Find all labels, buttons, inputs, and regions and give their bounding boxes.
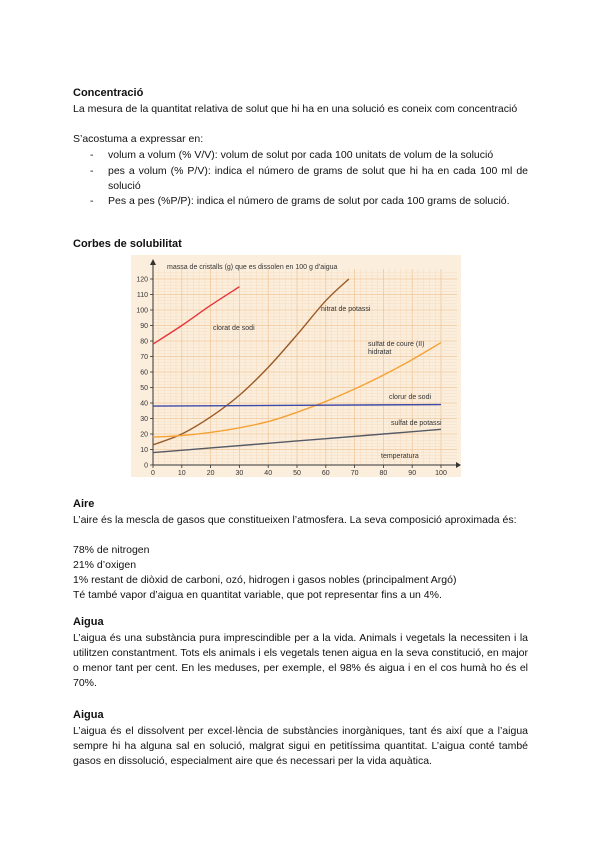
label-clorat-de-sodi: clorat de sodi [213,325,255,332]
y-tick-label: 0 [144,462,148,470]
corbes-heading: Corbes de solubilitat [73,238,182,250]
label-sulfat-de-potassi: sulfat de potassi [391,420,442,427]
y-tick-label: 20 [140,431,148,439]
x-tick-label: 90 [408,470,417,477]
x-tick-label: 30 [235,470,244,477]
label-sulfat-de-coure-wrap [368,341,430,363]
list-dash: - [90,195,94,207]
aire-line: 1% restant de diòxid de carboni, ozó, hidrogen i gasos nobles (principalment Argó) [73,574,457,586]
y-tick-label: 50 [140,385,148,392]
label-nitrat-de-potassi: nitrat de potassi [321,306,371,313]
aigua-heading: Aigua [73,616,104,628]
x-tick-label: 10 [177,470,186,477]
y-tick-label: 30 [140,416,148,423]
list-item-text: Pes a pes (%P/P): indica el número de grams de solut por cada 100 grams de solució. [108,195,510,207]
y-tick-label: 100 [136,307,148,315]
aigua-paragraph: L’aigua és una substància pura imprescindible per a la vida. Animals i vegetals la necessiten i la utilitzen constantment. Tots els animals i els vegetals tenen aigua en la seva constitució, en major o menor tant per cent. En les meduses, per exemple, el 98% és aigua i en el cos humà ho és el 70%. [73,632,528,689]
aire-line: 78% de nitrogen [73,544,150,556]
y-tick-label: 70 [140,354,148,361]
list-dash: - [90,149,94,161]
x-tick-label: 100 [435,470,447,477]
list-item-text: volum a volum (% V/V): volum de solut por cada 100 unitats de volum de la solució [108,149,494,161]
aire-intro: L’aire és la mescla de gasos que constitueixen l’atmosfera. La seva composició aproximada és: [73,514,517,526]
x-tick-label: 0 [151,470,155,477]
aigua-heading-2: Aigua [73,709,104,721]
x-axis-label: temperatura [381,453,419,460]
label-sulfat-de-coure: sulfat de coure (II) hidratat [368,341,425,356]
x-tick-label: 20 [206,470,215,477]
concentracio-lead: S’acostuma a expressar en: [73,133,204,145]
x-tick-label: 50 [293,470,301,477]
concentracio-intro: La mesura de la quantitat relativa de solut que hi ha en una solució es coneix com concentració [73,103,518,115]
aire-heading: Aire [73,498,95,510]
aigua-paragraph-2: L’aigua és el dissolvent per excel·lència de substàncies inorgàniques, tant és així que a l’aigua sempre hi ha alguna sal en solució, malgrat sigui en petitíssima quantitat. L’aigua conté també gasos en dissolució, especialment aire que és necessari per la vida aquàtica. [73,725,528,767]
y-tick-label: 80 [140,338,148,346]
y-tick-label: 60 [140,369,148,377]
y-tick-label: 10 [140,447,148,454]
list-item-text: pes a volum (% P/V): indica el número de grams de solut que hi ha en cada 100 ml de solució [108,165,528,192]
x-tick-label: 40 [264,470,273,477]
x-tick-label: 70 [350,470,359,477]
label-clorur-de-sodi: clorur de sodi [389,394,432,401]
x-tick-label: 80 [379,470,388,477]
concentracio-heading: Concentració [73,87,144,99]
aire-line: Té també vapor d’aigua en quantitat variable, que pot representar fins a un 4%. [73,589,442,601]
y-axis-label: massa de cristalls (g) que es dissolen en 100 g d’aigua [167,264,338,271]
aire-line: 21% d’oxigen [73,559,137,571]
y-tick-label: 40 [140,400,148,408]
y-tick-label: 120 [136,276,148,284]
list-dash: - [90,165,94,177]
y-tick-label: 90 [140,323,148,330]
x-tick-label: 60 [321,470,330,477]
solubility-chart [131,255,461,477]
y-tick-label: 110 [136,292,148,299]
